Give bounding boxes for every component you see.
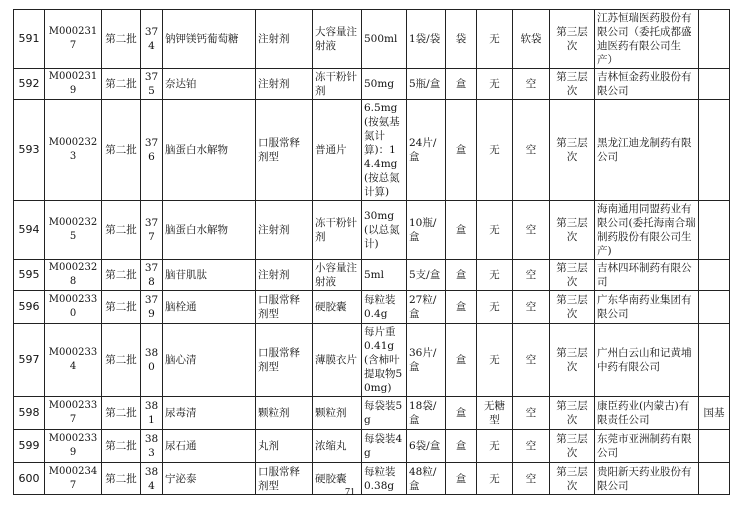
remark-cell (699, 260, 730, 291)
dosage-form: 注射剂 (256, 69, 313, 100)
spec-type: 硬胶囊 (313, 463, 362, 495)
sequence-cell: 377 (141, 201, 163, 260)
package-type: 空 (513, 260, 550, 291)
unit-cell: 盒 (446, 260, 477, 291)
remark-cell (699, 201, 730, 260)
spec-type: 浓缩丸 (313, 430, 362, 463)
company-name: 贵阳新天药业股份有限公司 (595, 463, 699, 495)
batch-cell: 第二批 (102, 463, 141, 495)
packaging: 24片/盒 (407, 100, 446, 201)
sequence-cell: 375 (141, 69, 163, 100)
table-row (14, 10, 730, 69)
table-row (14, 291, 730, 324)
level-cell: 第三层次 (550, 430, 595, 463)
company-name: 江苏恒瑞医药股份有限公司（委托成都盛迪医药有限公司生产） (595, 10, 699, 69)
package-type: 空 (513, 201, 550, 260)
packaging: 6袋/盒 (407, 430, 446, 463)
drug-name: 脑栓通 (163, 291, 256, 324)
batch-cell: 第二批 (102, 324, 141, 397)
specification: 6.5mg(按氨基氮计算)：14.4mg(按总氮计算) (362, 100, 407, 201)
sequence-cell: 376 (141, 100, 163, 201)
remark-cell (699, 463, 730, 495)
table-row (14, 100, 730, 201)
company-name: 广州白云山和记黄埔中药有限公司 (595, 324, 699, 397)
packaging: 10瓶/盒 (407, 201, 446, 260)
row-number: 591 (14, 10, 45, 69)
row-number: 598 (14, 397, 45, 430)
row-number: 597 (14, 324, 45, 397)
flag-cell: 无 (477, 69, 513, 100)
drug-name: 脑苷肌肽 (163, 260, 256, 291)
unit-cell: 盒 (446, 291, 477, 324)
flag-cell: 无 (477, 430, 513, 463)
specification: 30mg(以总氮计) (362, 201, 407, 260)
spec-type: 薄膜衣片 (313, 324, 362, 397)
unit-cell: 盒 (446, 201, 477, 260)
drug-name: 钠钾镁钙葡萄糖 (163, 10, 256, 69)
company-name: 海南通用同盟药业有限公司(委托海南合瑞制药股份有限公司生产) (595, 201, 699, 260)
table-row (14, 430, 730, 463)
flag-cell: 无 (477, 100, 513, 201)
row-number: 596 (14, 291, 45, 324)
remark-cell (699, 69, 730, 100)
unit-cell: 盒 (446, 69, 477, 100)
flag-cell: 无 (477, 324, 513, 397)
level-cell: 第三层次 (550, 69, 595, 100)
drug-name: 脑蛋白水解物 (163, 201, 256, 260)
flag-cell: 无 (477, 463, 513, 495)
remark-cell (699, 324, 730, 397)
packaging: 48粒/盒 (407, 463, 446, 495)
package-type: 空 (513, 397, 550, 430)
packaging: 5瓶/盒 (407, 69, 446, 100)
batch-cell: 第二批 (102, 100, 141, 201)
sequence-cell: 383 (141, 430, 163, 463)
batch-cell: 第二批 (102, 201, 141, 260)
dosage-form: 口服常释剂型 (256, 291, 313, 324)
unit-cell: 盒 (446, 430, 477, 463)
flag-cell: 无 (477, 260, 513, 291)
package-type: 空 (513, 291, 550, 324)
level-cell: 第三层次 (550, 10, 595, 69)
unit-cell: 盒 (446, 463, 477, 495)
drug-code: M0002325 (45, 201, 102, 260)
remark-cell (699, 430, 730, 463)
table-row (14, 260, 730, 291)
drug-code: M0002323 (45, 100, 102, 201)
batch-cell: 第二批 (102, 430, 141, 463)
spec-type: 硬胶囊 (313, 291, 362, 324)
dosage-form: 注射剂 (256, 260, 313, 291)
specification: 每袋装5g (362, 397, 407, 430)
packaging: 1袋/袋 (407, 10, 446, 69)
flag-cell: 无 (477, 201, 513, 260)
company-name: 吉林恒金药业股份有限公司 (595, 69, 699, 100)
batch-cell: 第二批 (102, 291, 141, 324)
packaging: 5支/盒 (407, 260, 446, 291)
spec-type: 冻干粉针剂 (313, 69, 362, 100)
specification: 每粒装0.4g (362, 291, 407, 324)
drug-name: 奈达铂 (163, 69, 256, 100)
level-cell: 第三层次 (550, 260, 595, 291)
sequence-cell: 384 (141, 463, 163, 495)
drug-name: 宁泌泰 (163, 463, 256, 495)
spec-type: 冻干粉针剂 (313, 201, 362, 260)
specification: 500ml (362, 10, 407, 69)
company-name: 黑龙江迪龙制药有限公司 (595, 100, 699, 201)
sequence-cell: 378 (141, 260, 163, 291)
sequence-cell: 374 (141, 10, 163, 69)
remark-cell: 国基 (699, 397, 730, 430)
packaging: 27粒/盒 (407, 291, 446, 324)
level-cell: 第三层次 (550, 324, 595, 397)
packaging: 18袋/盒 (407, 397, 446, 430)
dosage-form: 口服常释剂型 (256, 324, 313, 397)
remark-cell (699, 100, 730, 201)
spec-type: 大容量注射液 (313, 10, 362, 69)
table-row (14, 397, 730, 430)
package-type: 空 (513, 69, 550, 100)
unit-cell: 盒 (446, 324, 477, 397)
package-type: 空 (513, 100, 550, 201)
table-body (14, 10, 730, 495)
spec-type: 小容量注射液 (313, 260, 362, 291)
company-name: 广东华南药业集团有限公司 (595, 291, 699, 324)
level-cell: 第三层次 (550, 100, 595, 201)
specification: 50mg (362, 69, 407, 100)
drug-table (13, 9, 730, 495)
remark-cell (699, 291, 730, 324)
company-name: 康臣药业(内蒙古)有限责任公司 (595, 397, 699, 430)
remark-cell (699, 10, 730, 69)
drug-name: 尿毒清 (163, 397, 256, 430)
company-name: 吉林四环制药有限公司 (595, 260, 699, 291)
dosage-form: 颗粒剂 (256, 397, 313, 430)
package-type: 空 (513, 430, 550, 463)
row-number: 592 (14, 69, 45, 100)
sequence-cell: 379 (141, 291, 163, 324)
unit-cell: 袋 (446, 10, 477, 69)
batch-cell: 第二批 (102, 260, 141, 291)
row-number: 599 (14, 430, 45, 463)
batch-cell: 第二批 (102, 397, 141, 430)
sequence-cell: 380 (141, 324, 163, 397)
dosage-form: 注射剂 (256, 201, 313, 260)
specification: 每粒装0.38g (362, 463, 407, 495)
dosage-form: 丸剂 (256, 430, 313, 463)
drug-code: M0002337 (45, 397, 102, 430)
table-row (14, 69, 730, 100)
drug-code: M0002328 (45, 260, 102, 291)
drug-name: 脑蛋白水解物 (163, 100, 256, 201)
drug-code: M0002334 (45, 324, 102, 397)
package-type: 空 (513, 324, 550, 397)
drug-code: M0002319 (45, 69, 102, 100)
drug-code: M0002347 (45, 463, 102, 495)
dosage-form: 注射剂 (256, 10, 313, 69)
flag-cell: 无 (477, 10, 513, 69)
drug-code: M0002330 (45, 291, 102, 324)
batch-cell: 第二批 (102, 69, 141, 100)
drug-name: 脑心清 (163, 324, 256, 397)
level-cell: 第三层次 (550, 463, 595, 495)
page-number: 71 (345, 487, 355, 498)
package-type: 空 (513, 463, 550, 495)
sequence-cell: 381 (141, 397, 163, 430)
drug-code: M0002317 (45, 10, 102, 69)
table-row (14, 324, 730, 397)
dosage-form: 口服常释剂型 (256, 463, 313, 495)
specification: 5ml (362, 260, 407, 291)
batch-cell: 第二批 (102, 10, 141, 69)
unit-cell: 盒 (446, 397, 477, 430)
level-cell: 第三层次 (550, 397, 595, 430)
row-number: 593 (14, 100, 45, 201)
package-type: 软袋 (513, 10, 550, 69)
level-cell: 第三层次 (550, 291, 595, 324)
specification: 每袋装4g (362, 430, 407, 463)
row-number: 595 (14, 260, 45, 291)
row-number: 600 (14, 463, 45, 495)
dosage-form: 口服常释剂型 (256, 100, 313, 201)
drug-name: 尿石通 (163, 430, 256, 463)
flag-cell: 无糖型 (477, 397, 513, 430)
flag-cell: 无 (477, 291, 513, 324)
company-name: 东莞市亚洲制药有限公司 (595, 430, 699, 463)
table-row (14, 201, 730, 260)
unit-cell: 盒 (446, 100, 477, 201)
drug-code: M0002339 (45, 430, 102, 463)
level-cell: 第三层次 (550, 201, 595, 260)
specification: 每片重0.41g(含柿叶提取物50mg) (362, 324, 407, 397)
spec-type: 普通片 (313, 100, 362, 201)
packaging: 36片/盒 (407, 324, 446, 397)
spec-type: 颗粒剂 (313, 397, 362, 430)
row-number: 594 (14, 201, 45, 260)
